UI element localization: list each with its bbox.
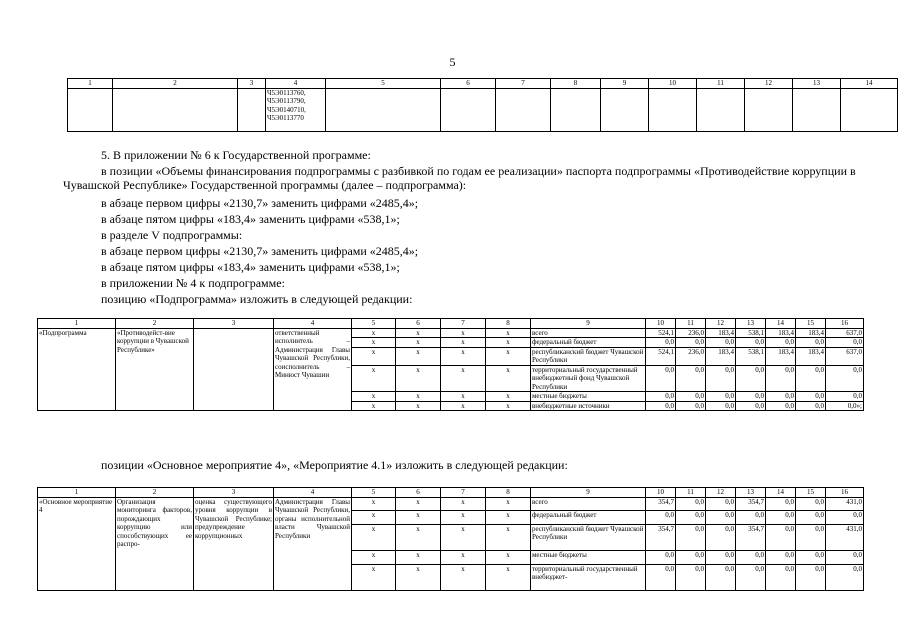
col-header: 11 — [676, 488, 706, 498]
col-header: 7 — [441, 488, 486, 498]
col-header: 3 — [194, 319, 274, 329]
col-header: 14 — [766, 488, 796, 498]
col-header: 8 — [551, 79, 601, 89]
col-header: 13 — [736, 488, 766, 498]
col-header: 2 — [116, 488, 194, 498]
budget-code: Ч5Э0140710, — [267, 105, 306, 114]
col-header: 2 — [113, 79, 238, 89]
budget-code: Ч5Э0113770 — [267, 114, 304, 122]
paragraph: в разделе V подпрограммы: — [101, 228, 243, 242]
col-header: 13 — [793, 79, 841, 89]
executor-cell: ответственный исполнитель – Администрация Главы Чувашской Республики, соисполнитель – Минюст Чувашии — [274, 328, 352, 411]
col-header: 4 — [266, 79, 326, 89]
col-header: 16 — [826, 319, 864, 329]
paragraph: в абзаце пятом цифры «183,4» заменить цифрами «538,1»; — [101, 212, 400, 226]
funding-source: республиканский бюджет Чувашской Республики — [531, 524, 646, 550]
page-number: 5 — [449, 55, 456, 69]
col-header: 9 — [531, 319, 646, 329]
col-header: 15 — [796, 319, 826, 329]
paragraph: в позиции «Объемы финансирования подпрограммы с разбивкой по годам ее реализации» паспорта подпрограммы «Противодействие коррупции в Чувашской Республике» Государственной программы (далее – подпрограмма): — [63, 164, 856, 192]
table-row: x x x x федеральный бюджет 0,0 0,0 0,0 0,0 0,0 0,0 0,0 — [38, 338, 864, 348]
col-header: 12 — [706, 488, 736, 498]
table-row: «Подпрограмма «Противодейст-вие коррупции в Чувашской Республике» ответственный исполнитель – Администрация Главы Чувашской Республики, соисполнитель – Минюст Чувашии x x x x всего 524,1 236,0 183,4 538,1 183,4 183,4 637,0 — [38, 328, 864, 338]
col-header: 1 — [68, 79, 113, 89]
col-header: 9 — [601, 79, 649, 89]
col-header: 12 — [706, 319, 736, 329]
table-header-row — [68, 79, 898, 89]
subprogram-title: «Противодейст-вие коррупции в Чувашской Республике» — [116, 328, 194, 411]
col-header: 15 — [796, 488, 826, 498]
funding-source: территориальный государственный внебюджетный фонд Чувашской Республики — [531, 365, 646, 392]
col-header: 1 — [38, 488, 116, 498]
col-header: 10 — [646, 319, 676, 329]
table-header-row — [38, 488, 864, 498]
col-header: 16 — [826, 488, 864, 498]
budget-codes-cell — [266, 88, 326, 131]
col-header: 3 — [238, 79, 266, 89]
main-activity-table — [37, 487, 864, 591]
funding-source: федеральный бюджет — [531, 511, 646, 525]
col-header: 6 — [441, 79, 496, 89]
position-name: «Подпрограмма — [38, 328, 116, 411]
col-header: 7 — [496, 79, 551, 89]
funding-source: федеральный бюджет — [531, 338, 646, 348]
funding-source: местные бюджеты — [531, 392, 646, 402]
col-header: 5 — [326, 79, 441, 89]
table-row: x x x x территориальный государственный внебюджет- 0,0 0,0 0,0 0,0 0,0 0,0 0,0 — [38, 564, 864, 590]
executor-cell: Администрация Главы Чувашской Республики, органы исполнительной власти Чувашской Республики — [274, 497, 352, 590]
table-row: x x x x федеральный бюджет 0,0 0,0 0,0 0,0 0,0 0,0 0,0 — [38, 511, 864, 525]
goal-cell: оценка существующего уровня коррупции в Чувашской Республике; предупреждение коррупционных — [194, 497, 274, 590]
funding-source: республиканский бюджет Чувашской Республики — [531, 347, 646, 365]
col-header: 1 — [38, 319, 116, 329]
budget-code: Ч5Э0113760, — [267, 88, 306, 97]
col-header: 8 — [486, 319, 531, 329]
col-header: 14 — [841, 79, 898, 89]
col-header: 7 — [441, 319, 486, 329]
col-header: 12 — [745, 79, 793, 89]
table-row — [68, 88, 898, 131]
col-header: 2 — [116, 319, 194, 329]
col-header: 6 — [396, 319, 441, 329]
continuation-table — [67, 78, 898, 132]
paragraph: позицию «Подпрограмма» изложить в следующей редакции: — [101, 292, 413, 306]
table-row: x x x x местные бюджеты 0,0 0,0 0,0 0,0 0,0 0,0 0,0 — [38, 392, 864, 402]
funding-source: внебюджетные источники — [531, 401, 646, 411]
col-header: 14 — [766, 319, 796, 329]
paragraph: в приложении № 4 к подпрограмме: — [101, 276, 285, 290]
col-header: 11 — [676, 319, 706, 329]
goal-cell — [194, 328, 274, 411]
col-header: 8 — [486, 488, 531, 498]
col-header: 9 — [531, 488, 646, 498]
table-row: «Основное мероприятие 4 Организация мониторинга факторов, порождающих коррупцию или способствующих ее распро- оценка существующего уровня коррупции в Чувашской Республике; предупреждение коррупционных Администрация Главы Чувашской Республики, органы исполнительной власти Чувашской Республики x x x x всего 354,7 0,0 0,0 354,7 0,0 0,0 431,0 — [38, 497, 864, 511]
funding-source: территориальный государственный внебюджет- — [531, 564, 646, 590]
col-header: 5 — [352, 319, 396, 329]
table-header-row — [38, 319, 864, 329]
table-row: x x x x территориальный государственный внебюджетный фонд Чувашской Республики 0,0 0,0 0,0 0,0 0,0 0,0 0,0 — [38, 365, 864, 392]
position-name: «Основное мероприятие 4 — [38, 497, 116, 590]
col-header: 10 — [646, 488, 676, 498]
table-row: x x x x местные бюджеты 0,0 0,0 0,0 0,0 0,0 0,0 0,0 — [38, 550, 864, 564]
subprogram-table — [37, 318, 864, 411]
funding-source: всего — [531, 328, 646, 338]
col-header: 5 — [352, 488, 396, 498]
col-header: 10 — [649, 79, 697, 89]
paragraph: в абзаце первом цифры «2130,7» заменить цифрами «2485,4»; — [101, 196, 419, 210]
col-header: 6 — [396, 488, 441, 498]
col-header: 3 — [194, 488, 274, 498]
paragraph: в абзаце первом цифры «2130,7» заменить цифрами «2485,4»; — [101, 244, 419, 258]
activity-title: Организация мониторинга факторов, порождающих коррупцию или способствующих ее распро- — [116, 497, 194, 590]
table-row: x x x x республиканский бюджет Чувашской Республики 524,1 236,0 183,4 538,1 183,4 183,4 637,0 — [38, 347, 864, 365]
paragraph: в абзаце пятом цифры «183,4» заменить цифрами «538,1»; — [101, 260, 400, 274]
paragraph: позиции «Основное мероприятие 4», «Мероприятие 4.1» изложить в следующей редакции: — [101, 458, 568, 472]
col-header: 4 — [274, 488, 352, 498]
col-header: 4 — [274, 319, 352, 329]
budget-code: Ч5Э0113790, — [267, 97, 306, 105]
table-row: x x x x республиканский бюджет Чувашской Республики 354,7 0,0 0,0 354,7 0,0 0,0 431,0 — [38, 524, 864, 550]
table-row: x x x x внебюджетные источники 0,0 0,0 0,0 0,0 0,0 0,0 0,0»; — [38, 401, 864, 411]
col-header: 13 — [736, 319, 766, 329]
paragraph: 5. В приложении № 6 к Государственной программе: — [101, 148, 371, 162]
col-header: 11 — [697, 79, 745, 89]
funding-source: всего — [531, 497, 646, 511]
funding-source: местные бюджеты — [531, 550, 646, 564]
